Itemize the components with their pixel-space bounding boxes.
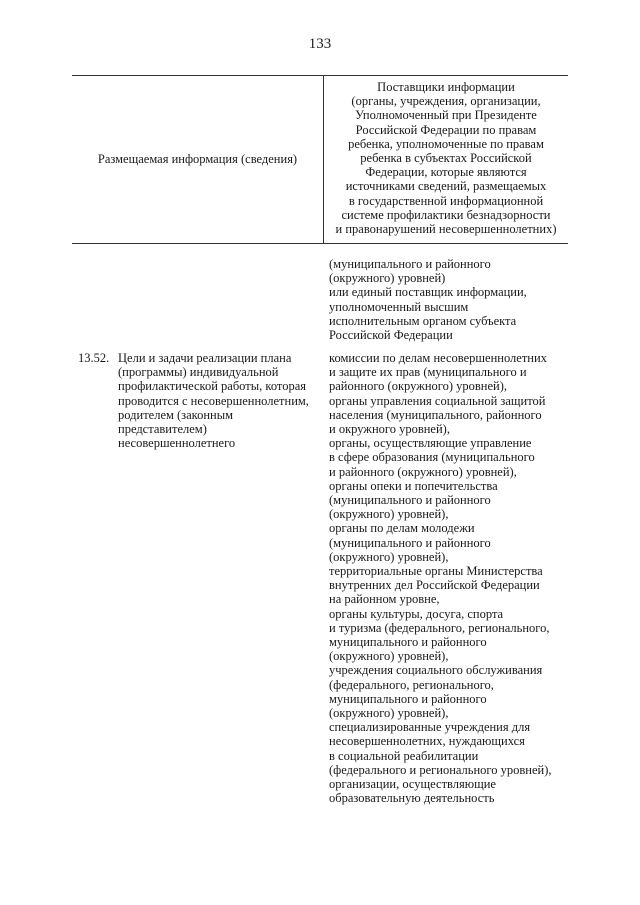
provider-line: органы культуры, досуга, спорта [329,606,504,621]
header-providers-line: и правонарушений несовершеннолетних) [335,222,557,237]
provider-line: в социальной реабилитации [329,748,479,763]
continuation-line: уполномоченный высшим [329,299,469,314]
description-line: родителем (законным [118,407,234,422]
row-providers [329,351,569,806]
description-line: Цели и задачи реализации плана [118,351,292,365]
header-providers-line: ребенка, уполномоченные по правам [348,136,544,151]
provider-line: (окружного) уровней), [329,507,449,522]
provider-line: (федерального, регионального, [329,677,494,692]
provider-line: муниципального и районного [329,635,487,650]
provider-line: и туризма (федерального, регионального, [329,620,550,635]
provider-line: комиссии по делам несовершеннолетних [329,351,547,365]
provider-line: специализированные учреждения для [329,720,531,735]
providers-continuation [329,257,569,342]
description-line: проводится с несовершеннолетним, [118,393,309,408]
row-description [118,351,318,450]
provider-line: (федерального и регионального уровней), [329,762,552,777]
provider-line: (окружного) уровней), [329,549,449,564]
provider-line: несовершеннолетних, нуждающихся [329,734,525,749]
provider-line: районного (окружного) уровней), [329,379,508,394]
header-column-providers [324,80,568,236]
provider-line: (муниципального и районного [329,535,491,550]
provider-line: органы по делам молодежи [329,521,475,536]
continuation-line: Российской Федерации [329,328,453,343]
header-providers-line: Поставщики информации [377,80,515,94]
provider-line: (окружного) уровней), [329,649,449,664]
description-line: профилактической работы, которая [118,379,306,394]
header-providers-line: в государственной информационной [348,193,544,208]
provider-line: и районного (окружного) уровней), [329,464,517,479]
provider-line: образовательную деятельность [329,791,495,806]
provider-line: органы опеки и попечительства [329,478,498,493]
provider-line: территориальные органы Министерства [329,564,543,579]
header-providers-line: системе профилактики безнадзорности [341,207,551,222]
description-line: представителем) [118,422,207,437]
table-header-bottom-rule [72,243,568,244]
provider-line: (муниципального и районного [329,493,491,508]
description-line: несовершеннолетнего [118,436,236,451]
description-line: (программы) индивидуальной [118,365,279,380]
provider-line: населения (муниципального, районного [329,407,542,422]
provider-line: на районном уровне, [329,592,440,607]
continuation-line: (окружного) уровней) [329,271,446,286]
header-providers-line: Уполномоченный при Президенте [355,108,537,123]
provider-line: (окружного) уровней), [329,706,449,721]
provider-line: в сфере образования (муниципального [329,450,535,465]
header-providers-line: Федерации, которые являются [365,165,527,180]
header-column-info [72,76,323,242]
continuation-line: или единый поставщик информации, [329,285,527,300]
header-providers-line: источниками сведений, размещаемых [345,179,547,194]
provider-line: органы, осуществляющие управление [329,436,532,451]
header-providers-line: (органы, учреждения, организации, [351,94,541,109]
provider-line: учреждения социального обслуживания [329,663,543,678]
provider-line: внутренних дел Российской Федерации [329,578,540,593]
provider-line: органы управления социальной защитой [329,393,546,408]
header-providers-line: Российской Федерации по правам [355,122,537,137]
provider-line: муниципального и районного [329,691,487,706]
header-column-info-label: Размещаемая информация (сведения) [97,151,298,166]
header-providers-line: ребенка в субъектах Российской [360,151,532,166]
provider-line: организации, осуществляющие [329,777,496,792]
row-number: 13.52. [78,351,110,365]
provider-line: и защите их прав (муниципального и [329,365,527,380]
continuation-line: (муниципального и районного [329,257,491,271]
continuation-line: исполнительным органом субъекта [329,313,517,328]
provider-line: и окружного уровней), [329,422,450,437]
page-number: 133 [308,36,332,52]
